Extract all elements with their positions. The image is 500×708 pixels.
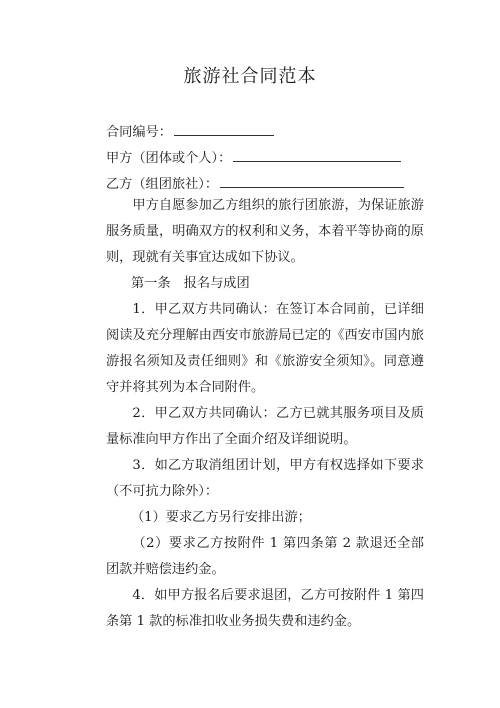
document-title: 旅游社合同范本 — [183, 66, 317, 87]
contract-number-blank — [174, 123, 274, 136]
party-b-line — [106, 173, 426, 192]
party-b-blank — [220, 175, 404, 188]
clause-2: 2．甲乙双方共同确认：乙方已就其服务项目及质量标准向甲方作出了全面介绍及详细说明。 — [106, 406, 424, 447]
party-a-line — [106, 147, 426, 166]
intro-paragraph: 甲方自愿参加乙方组织的旅行团旅游，为保证旅游服务质量，明确双方的权利和义务，本着平等协商的原则，现就有关事宜达成如下协议。 — [106, 198, 424, 265]
contract-number-line — [106, 121, 426, 140]
clause-3-option-1: （1）要求乙方另行安排出游； — [131, 510, 311, 525]
clause-4: 4．如甲方报名后要求退团，乙方可按附件 1 第四条第 1 款的标准扣收业务损失费和违约金。 — [106, 588, 424, 629]
clause-3-option-2: （2）要求乙方按附件 1 第四条第 2 款退还全部团款并赔偿违约金。 — [106, 536, 424, 577]
clause-3: 3．如乙方取消组团计划，甲方有权选择如下要求（不可抗力除外）： — [106, 458, 424, 499]
party-a-blank — [233, 149, 401, 162]
contract-number-label: 合同编号： — [106, 125, 172, 140]
article-1-heading: 第一条 报名与成团 — [131, 276, 250, 291]
clause-1: 1．甲乙双方共同确认：在签订本合同前，已详细阅读及充分理解由西安市旅游局已定的《西安市国内旅游报名须知及责任细则》和《旅游安全须知》。同意遵守并将其列为本合同附件。 — [106, 302, 424, 395]
party-b-label: 乙方（组团旅社）： — [106, 177, 219, 192]
party-a-label: 甲方（团体或个人）： — [106, 151, 232, 166]
